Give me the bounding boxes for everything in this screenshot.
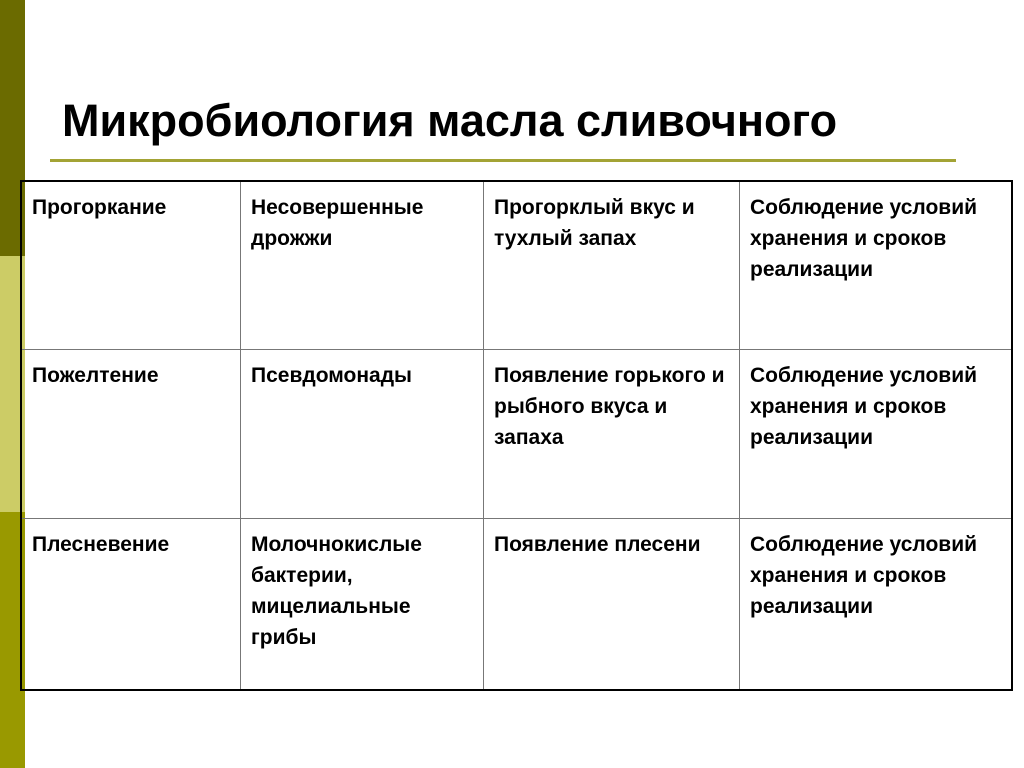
- slide-title: Микробиология масла сливочного: [62, 95, 838, 146]
- table-row: [21, 519, 1012, 691]
- effect-cell: Прогорклый вкус и тухлый запах: [484, 181, 740, 350]
- table-row: [21, 181, 1012, 350]
- title-underline: [50, 159, 956, 162]
- effect-cell: Появление плесени: [484, 519, 740, 691]
- cause-cell: Несовершенные дрожжи: [241, 181, 484, 350]
- defect-cell: Прогоркание: [21, 181, 241, 350]
- cause-cell: Псевдомонады: [241, 350, 484, 519]
- defect-cell: Плесневение: [21, 519, 241, 691]
- prevention-cell: Соблюдение условий хранения и сроков реализации: [740, 181, 1013, 350]
- table-row: [21, 350, 1012, 519]
- effect-cell: Появление горького и рыбного вкуса и запаха: [484, 350, 740, 519]
- spoilage-table: [20, 180, 1013, 691]
- prevention-cell: Соблюдение условий хранения и сроков реализации: [740, 350, 1013, 519]
- prevention-cell: Соблюдение условий хранения и сроков реализации: [740, 519, 1013, 691]
- cause-cell: Молочнокислые бактерии, мицелиальные грибы: [241, 519, 484, 691]
- defect-cell: Пожелтение: [21, 350, 241, 519]
